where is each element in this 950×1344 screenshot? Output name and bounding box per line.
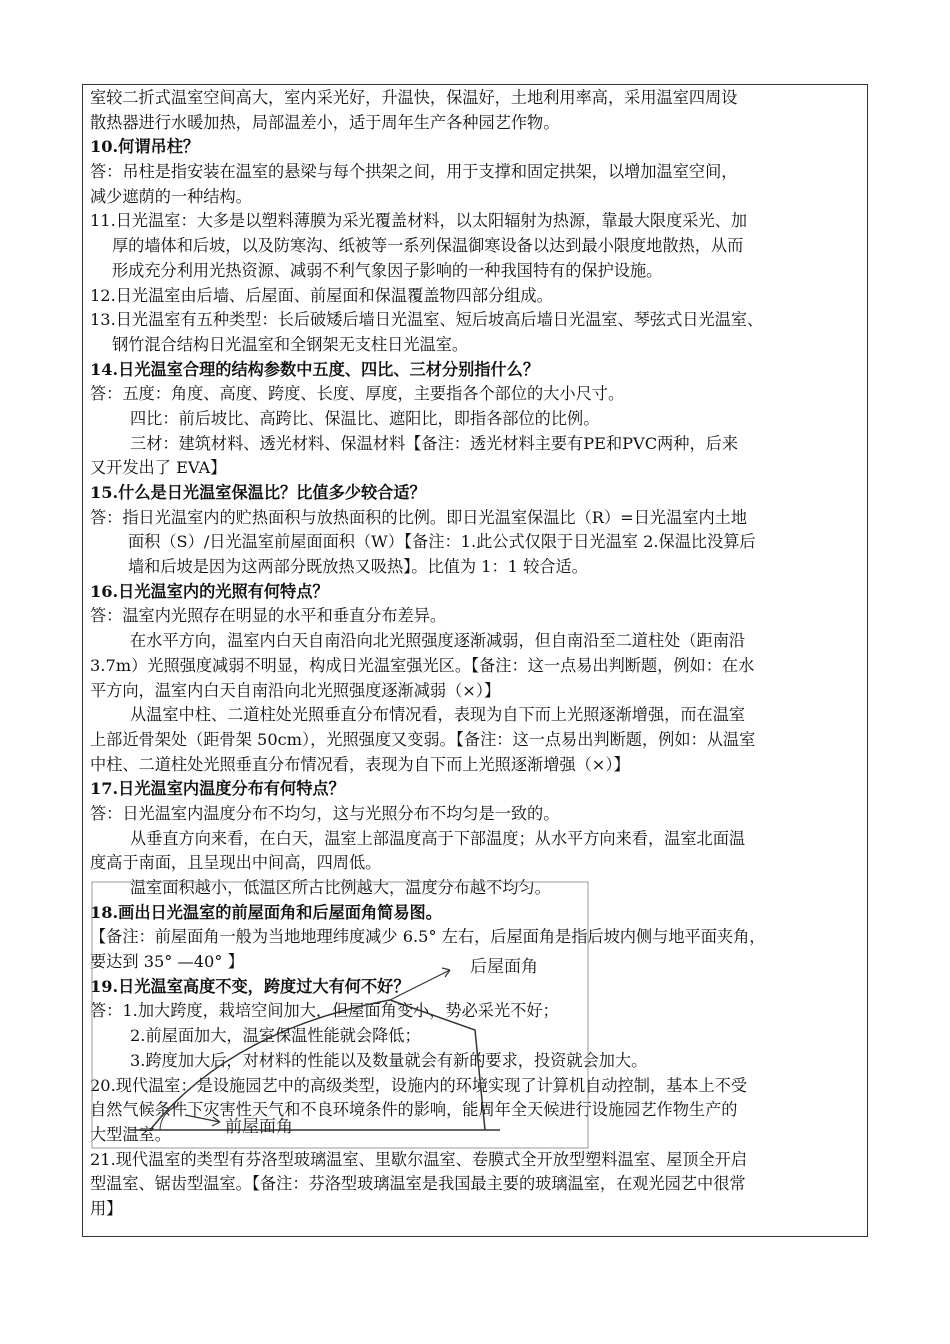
text-line: 钢竹混合结构日光温室和全钢架无支柱日光温室。: [112, 334, 469, 354]
text-line: 三材：建筑材料、透光材料、保温材料【备注：透光材料主要有PE和PVC两种，后来: [130, 433, 739, 453]
text-line: 型温室、锯齿型温室。【备注：芬洛型玻璃温室是我国最主要的玻璃温室，在观光园艺中很常: [90, 1174, 746, 1194]
text-line: 四比：前后坡比、高跨比、保温比、遮阳比，即指各部位的比例。: [130, 408, 600, 428]
text-line: 温室面积越小，低温区所占比例越大，温度分布越不均匀。: [130, 878, 551, 897]
definition-line: 11.日光温室：大多是以塑料薄膜为采光覆盖材料，以太阳辐射为热源，靠最大限度采光、加: [90, 211, 748, 231]
back-roof-angle-label: 后屋面角: [470, 957, 538, 977]
answer-line: 答：吊柱是指安装在温室的悬梁与每个拱架之间，用于支撑和固定拱架，以增加温室空间，: [90, 162, 738, 182]
note-line: 【备注：前屋面角一般为当地地理纬度减少 6.5° 左右，后屋面角是指后坡内侧与地平面夹角，: [90, 927, 766, 947]
answer-line: 答：指日光温室内的贮热面积与放热面积的比例。即日光温室保温比（R）=日光温室内土地: [90, 507, 748, 527]
question-heading: 14.日光温室合理的结构参数中五度、四比、三材分别指什么？: [90, 359, 540, 379]
question-heading: 15.什么是日光温室保温比？比值多少较合适？: [90, 483, 426, 502]
front-roof-angle-label: 前屋面角: [225, 1117, 293, 1137]
text-line: 面积（S）/日光温室前屋面面积（W）【备注：1.此公式仅限于日光温室 2.保温比没算后: [128, 532, 756, 552]
text-line: 度高于南面，且呈现出中间高，四周低。: [90, 853, 382, 873]
text-line: 大型温室。: [90, 1124, 171, 1144]
text-line: 从温室中柱、二道柱处光照垂直分布情况看，表现为自下而上光照逐渐增强，而在温室: [130, 705, 746, 725]
text-line: 室较二折式温室空间高大，室内采光好，升温快，保温好，土地利用率高，采用温室四周设: [90, 88, 738, 107]
text-line: 中柱、二道柱处光照垂直分布情况看，表现为自下而上光照逐渐增强（×）】: [90, 754, 630, 774]
question-heading: 16.日光温室内的光照有何特点？: [90, 581, 329, 601]
text-line: 散热器进行水暖加热，局部温差小，适于周年生产各种园艺作物。: [90, 112, 560, 132]
text-line: 在水平方向，温室内白天自南沿向北光照强度逐渐减弱，但自南沿至二道柱处（距南沿: [130, 631, 746, 651]
answer-line: 答：日光温室内温度分布不均匀，这与光照分布不均匀是一致的。: [90, 803, 560, 823]
text-line: 上部近骨架处（距骨架 50cm），光照强度又变弱。【备注：这一点易出判断题，例如：从温室: [90, 729, 756, 749]
text-line: 形成充分利用光热资源、减弱不利气象因子影响的一种我国特有的保护设施。: [112, 260, 663, 280]
text-line: 从垂直方向来看，在白天，温室上部温度高于下部温度；从水平方向来看，温室北面温: [130, 828, 746, 848]
text-line: 平方向，温室内白天自南沿向北光照强度逐渐减弱（×）】: [90, 680, 501, 700]
answer-line: 答：温室内光照存在明显的水平和垂直分布差异。: [90, 606, 447, 626]
question-heading: 10.何谓吊柱？: [90, 137, 200, 157]
answer-line: 答：五度：角度、高度、跨度、长度、厚度，主要指各个部位的大小尺寸。: [90, 384, 625, 404]
question-heading: 18.画出日光温室的前屋面角和后屋面角简易图。: [90, 902, 442, 922]
text-line: 又开发出了 EVA】: [90, 458, 227, 478]
text-line: 2.前屋面加大，温室保温性能就会降低；: [130, 1026, 421, 1046]
definition-line: 13.日光温室有五种类型：长后破矮后墙日光温室、短后坡高后墙日光温室、琴弦式日光温室、: [90, 310, 764, 330]
definition-line: 20.现代温室：是设施园艺中的高级类型，设施内的环境实现了计算机自动控制，基本上不受: [90, 1075, 748, 1095]
text-line: 3.7m）光照强度减弱不明显，构成日光温室强光区。【备注：这一点易出判断题，例如：在水: [90, 655, 755, 675]
text-line: 要达到 35° —40° 】: [90, 952, 244, 972]
question-heading: 17.日光温室内温度分布有何特点？: [90, 779, 345, 799]
definition-line: 12.日光温室由后墙、后屋面、前屋面和保温覆盖物四部分组成。: [90, 285, 553, 305]
text-line: 3.跨度加大后，对材料的性能以及数量就会有新的要求，投资就会加大。: [130, 1050, 648, 1070]
question-heading: 19.日光温室高度不变，跨度过大有何不好？: [90, 976, 410, 996]
document-body: [90, 86, 860, 1222]
text-line: 墙和后坡是因为这两部分既放热又吸热】。比值为 1：1 较合适。: [128, 557, 588, 577]
definition-line: 21.现代温室的类型有芬洛型玻璃温室、里歇尔温室、卷膜式全开放型塑料温室、屋顶全开启: [90, 1149, 748, 1169]
text-line: 厚的墙体和后坡，以及防寒沟、纸被等一系列保温御寒设备以达到最小限度地散热，从而: [112, 236, 744, 256]
text-line: 自然气候条件下灾害性天气和不良环境条件的影响，能周年全天候进行设施园艺作物生产的: [90, 1100, 738, 1120]
text-line: 用】: [90, 1198, 123, 1218]
text-line: 减少遮荫的一种结构。: [90, 186, 252, 206]
answer-line: 答：1.加大跨度，栽培空间加大，但屋面角变小，势必采光不好；: [90, 1001, 559, 1021]
